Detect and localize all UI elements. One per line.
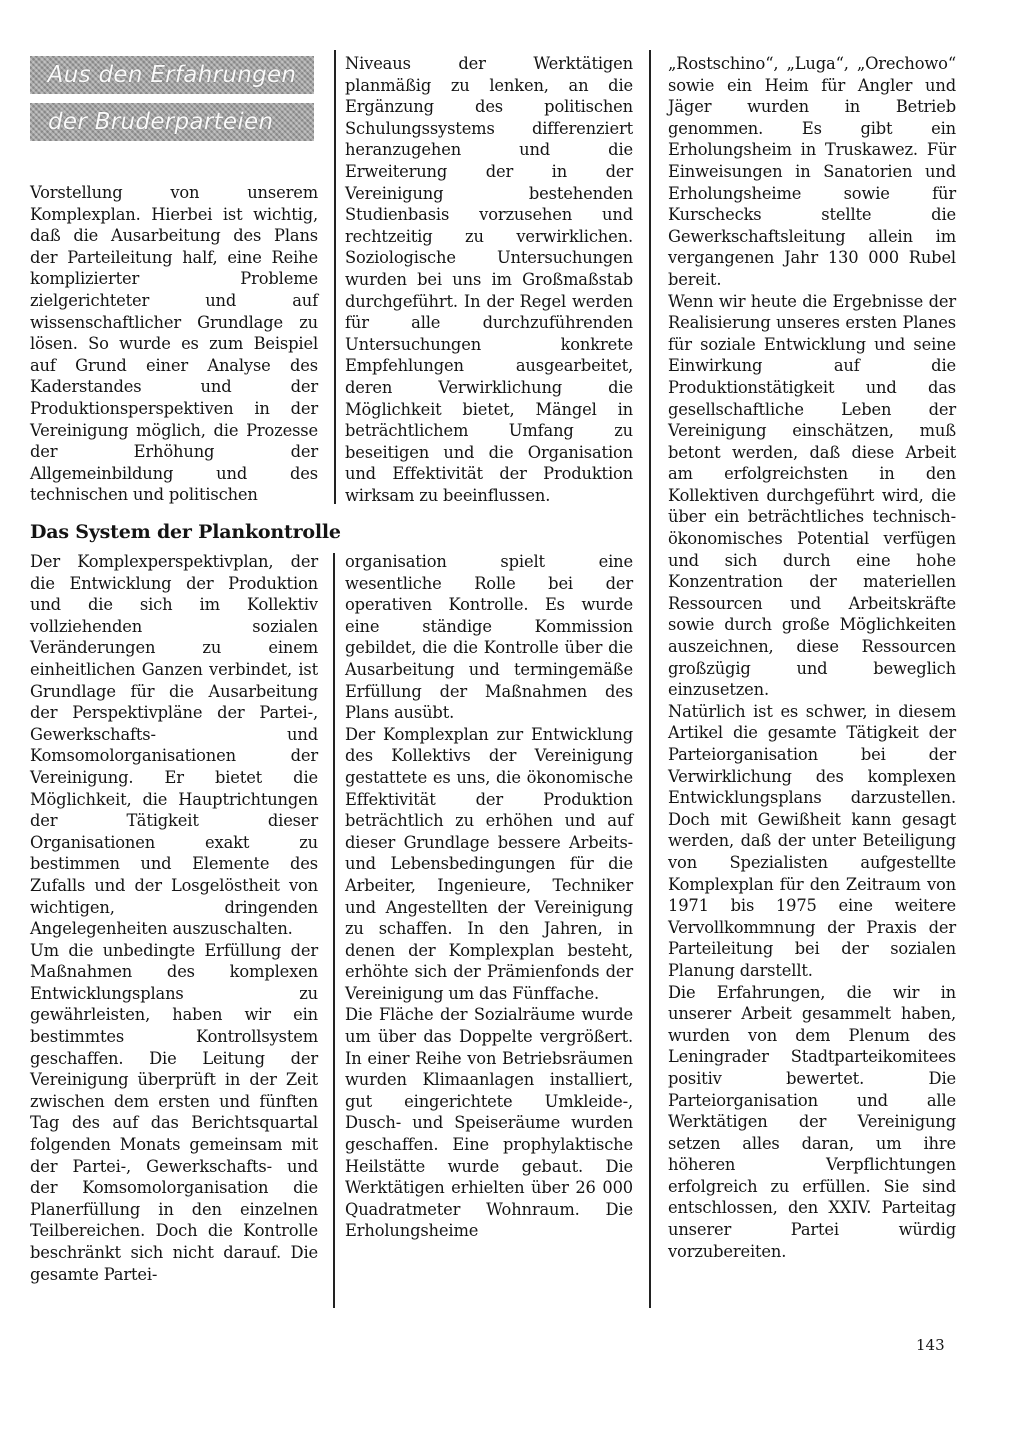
page-number: 143 [916, 1336, 945, 1354]
column-rule [333, 553, 335, 1308]
section-heading: Das System der Plankontrolle [30, 521, 341, 543]
bottom-column-1 [30, 551, 318, 1285]
section-banner-line-2 [30, 103, 314, 141]
right-column [668, 53, 956, 1262]
bottom-column-2 [345, 551, 633, 1242]
column-rule [649, 50, 651, 1308]
column-rule [334, 50, 336, 504]
section-banner-text-2: der Bruderparteien [48, 109, 274, 135]
paragraph: „Rostschino“, „Luga“, „Orechowo“ sowie ein Heim für Angler und Jäger wurden in Betrieb genommen. Es gibt ein Erholungsheim in Truskawez. Für Einweisungen in Sanatorien und Erholungsheime sowie für Kurschecks stellte die Gewerkschaftsleitung allein im vergangenen Jahr 130 000 Rubel bereit. [668, 54, 956, 289]
paragraph: Die Erfahrungen, die wir in unserer Arbeit gesammelt haben, wurden von dem Plenum des Leningrader Stadtparteikomitees positiv bewertet. Die Parteiorganisation und alle Werktätigen der Vereinigung setzen alles daran, um ihre höheren Verpflichtungen erfolgreich zu erfüllen. Sie sind entschlossen, den XXIV. Parteitag unserer Partei würdig vorzubereiten. [668, 982, 956, 1261]
paragraph: Der Komplexplan zur Entwicklung des Kollektivs der Vereinigung gestattete es uns, die ökonomische Effektivität der Produktion beträchtlich zu erhöhen und auf dieser Grundlage bessere Arbeits- und Lebensbedingungen für die Arbeiter, Ingenieure, Techniker und Angestellten der Vereinigung zu schaffen. In den Jahren, in denen der Komplexplan besteht, erhöhte sich der Prämienfonds der Vereinigung um das Fünffache. [345, 724, 633, 1003]
section-banner-text-1: Aus den Erfahrungen [47, 62, 297, 88]
section-banner-line-1 [30, 56, 314, 94]
paragraph: organisation spielt eine wesentliche Rolle bei der operativen Kontrolle. Es wurde eine ständige Kommission gebildet, die die Kontrolle über die Ausarbeitung und termingemäße Erfüllung der Maßnahmen des Plans ausübt. [345, 552, 633, 723]
paragraph: Niveaus der Werktätigen planmäßig zu lenken, an die Ergänzung des politischen Schulungssystems differenziert heranzugehen und die Erweiterung der in der Vereinigung bestehenden Studienbasis vorzusehen und rechtzeitig zu verwirklichen. Soziologische Untersuchungen wurden bei uns im Großmaßstab durchgeführt. In der Regel werden für alle durchzuführenden Untersuchungen konkrete Empfehlungen ausgearbeitet, deren Verwirklichung die Möglichkeit bietet, Mängel in beträchtlichem Umfang zu beseitigen und die Organisation und Effektivität der Produktion wirksam zu beeinflussen. [345, 54, 633, 505]
paragraph: Die Fläche der Sozialräume wurde um über das Doppelte vergrößert. In einer Reihe von Betriebsräumen wurden Klimaanlagen installiert, gut eingerichtete Umkleide-, Dusch- und Speiseräume wurden geschaffen. Eine prophylaktische Heilstätte wurde gebaut. Die Werktätigen erhielten über 26 000 Quadratmeter Wohnraum. Die Erholungsheime [345, 1005, 633, 1241]
paragraph: Natürlich ist es schwer, in diesem Artikel die gesamte Tätigkeit der Parteiorganisation bei der Verwirklichung des komplexen Entwicklungsplans darzustellen. Doch mit Gewißheit kann gesagt werden, daß der unter Beteiligung von Spezialisten aufgestellte Komplexplan für den Zeitraum von 1971 bis 1975 eine weitere Vervollkommnung der Praxis der Parteileitung bei der sozialen Planung darstellt. [668, 701, 956, 980]
paragraph: Wenn wir heute die Ergebnisse der Realisierung unseres ersten Planes für soziale Entwicklung und seine Einwirkung auf die Produktionstätigkeit und das gesellschaftliche Leben der Vereinigung einschätzen, muß betont werden, daß diese Arbeit am erfolgreichsten in den Kollektiven durchgeführt wird, die über ein beträchtliches technisch-ökonomisches Potential verfügen und sich durch eine hohe Konzentration der materiellen Ressourcen und Arbeitskräfte sowie durch große Möglichkeiten auszeichnen, diese Ressourcen großzügig und beweglich einzusetzen. [668, 291, 956, 700]
top-column-2 [345, 53, 633, 506]
paragraph: Der Komplexperspektivplan, der die Entwicklung der Produktion und die sich im Kollektiv vollziehenden sozialen Veränderungen zu einem einheitlichen Ganzen verbindet, ist Grundlage für die Ausarbeitung der Perspektivpläne der Partei-, Gewerkschafts- und Komsomolorganisationen der Vereinigung. Er bietet die Möglichkeit, die Hauptrichtungen der Tätigkeit dieser Organisationen exakt zu bestimmen und Elemente des Zufalls und der Losgelöstheit von wichtigen, dringenden Angelegenheiten auszuschalten. [30, 552, 318, 939]
paragraph: Vorstellung von unserem Komplexplan. Hierbei ist wichtig, daß die Ausarbeitung des Plans der Parteileitung half, eine Reihe komplizierter Probleme zielgerichteter und auf wissenschaftlicher Grundlage zu lösen. So wurde es zum Beispiel auf Grund einer Analyse des Kaderstandes und der Produktionsperspektiven in der Vereinigung möglich, die Prozesse der Erhöhung der Allgemeinbildung und des technischen und politischen [30, 183, 318, 505]
paragraph: Um die unbedingte Erfüllung der Maßnahmen des komplexen Entwicklungsplans zu gewährleisten, haben wir ein bestimmtes Kontrollsystem geschaffen. Die Leitung der Vereinigung überprüft in der Zeit zwischen dem ersten und fünften Tag des auf das Berichtsquartal folgenden Monats gemeinsam mit der Partei-, Gewerkschafts- und der Komsomolorganisation die Planerfüllung in den einzelnen Teilbereichen. Doch die Kontrolle beschränkt sich nicht darauf. Die gesamte Partei- [30, 940, 318, 1284]
top-column-1 [30, 182, 318, 506]
